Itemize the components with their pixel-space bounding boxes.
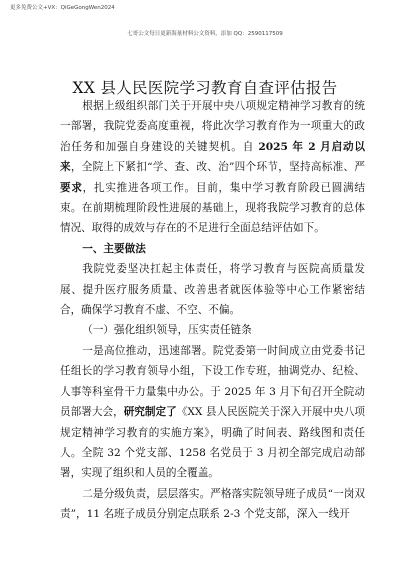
subsection1-paragraph-2: 二是分级负责，层层落实。严格落实院领导班子成员“一岗双责”，11 名班子成员分别定点联系 2-3 个党支部，深入一线开 [60, 487, 365, 521]
section1-paragraph: 我院党委坚决扛起主体责任，将学习教育与医院高质量发展、提升医疗服务质量、改善患者就医体验等中心工作紧密结合，确保学习教育不虚、不空、不偏。 [60, 263, 365, 317]
sub1-text-2: 《XX 县人民医院关于深入开展中央八项规定精神学习教育的实施方案》，明确了时间表、路线图和责任人。全院 32 个党支部、1258 名党员于 3 月初全部完成启动部署，实现了组织和人员的全覆盖。 [60, 406, 366, 480]
document-body [60, 96, 365, 525]
intro-text-3: ，扎实推进各项工作。目前，集中学习教育阶段已圆满结束。在前期梳理阶段性进展的基础上，现将我院学习教育的总体情况、取得的成效与存在的不足进行全面总结评估如下。 [60, 181, 366, 235]
intro-text-2: ，全院上下紧扣“学、查、改、治”四个环节，坚持高标准、严 [70, 161, 365, 174]
intro-text-1: 根据上级组织部门关于开展中央八项规定精神学习教育的统一部署，我院党委高度重视，将此次学习教育作为一项重大的政治任务和加强自身建设的关键契机。自 [60, 100, 365, 153]
page-header-text: 更多免费公文+VX：QiGeGongWen2024 [10, 5, 115, 11]
subsection-heading-leadership: （一）强化组织领导，压实责任链条 [82, 324, 252, 337]
intro-bold-date: 2025 年 2 月启动以来 [60, 140, 365, 174]
sub1-bold-text: 研究制定了 [123, 406, 177, 419]
intro-bold-requirement: 要求 [60, 181, 83, 194]
sub1-text-1: 一是高位推动，迅速部署。院党委第一时间成立由党委书记任组长的学习教育领导小组，下设工作专班，抽调党办、纪检、人事等科室骨干力量集中办公。于 2025 年 3 月下旬召开全院动员部署大会， [60, 344, 365, 419]
watermark-notice: 七哥公文每日更新海量材料公文资料，添加 QQ：2590117509 [127, 31, 283, 37]
intro-paragraph [60, 96, 365, 239]
section-heading-main-practices: 一、主要做法 [82, 242, 146, 255]
document-title: XX 县人民医院学习教育自查评估报告 [72, 79, 338, 97]
subsection1-paragraph-1 [60, 341, 365, 484]
